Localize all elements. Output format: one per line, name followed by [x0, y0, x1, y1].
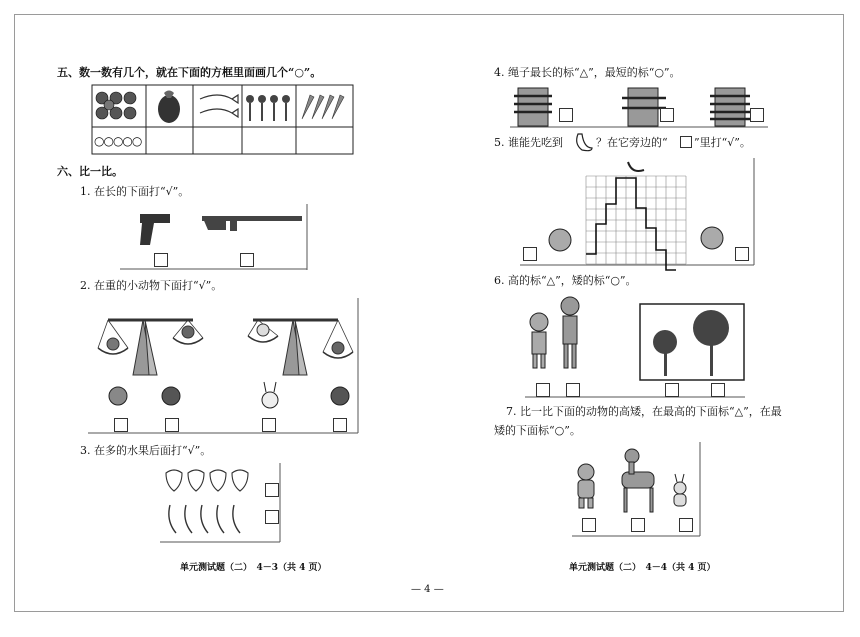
short-tree-icon — [653, 330, 677, 376]
apples-icon — [96, 92, 136, 119]
fruit-comparison-illustration — [160, 463, 282, 543]
answer-box-deer[interactable] — [631, 518, 645, 532]
scale-left — [98, 320, 203, 375]
answer-box-monkey-2[interactable] — [333, 418, 347, 432]
deer-icon — [622, 449, 654, 512]
answer-box-strawberries[interactable] — [265, 483, 279, 497]
strawberries-icon — [166, 470, 248, 491]
answer-box-short-child[interactable] — [536, 383, 550, 397]
question-5-part-c: ”里打“√”。 — [694, 136, 751, 149]
question-4: 4. 绳子最长的标“△”，最短的标“○”。 — [494, 66, 681, 79]
answer-box-rabbit[interactable] — [262, 418, 276, 432]
tall-tree-icon — [693, 310, 729, 376]
answer-box-stump-2[interactable] — [660, 108, 674, 122]
question-6-3: 3. 在多的水果后面打“√”。 — [80, 444, 212, 457]
gun-and-rifle-illustration — [120, 204, 310, 270]
scale-right — [248, 320, 353, 375]
fish-icon — [200, 95, 238, 117]
tiger-icon — [109, 387, 127, 405]
left-footer: 单元测试题（二） 4－3（共 4 页） — [180, 563, 327, 573]
question-7-line-2: 矮的下面标“○”。 — [494, 424, 581, 437]
question-5-part-a: 5. 谁能先吃到 — [494, 136, 563, 149]
answer-box-stump-1[interactable] — [559, 108, 573, 122]
banana-top-icon — [628, 162, 644, 171]
answer-box-tall-child[interactable] — [566, 383, 580, 397]
page-number: — 4 — — [411, 584, 444, 595]
banana-icon — [574, 132, 592, 152]
answer-box-short-tree[interactable] — [665, 383, 679, 397]
answer-box-monkey[interactable] — [165, 418, 179, 432]
stump-icon-3 — [710, 88, 750, 126]
monkey-left-icon — [549, 229, 571, 251]
answer-box-rabbit-small[interactable] — [679, 518, 693, 532]
right-footer: 单元测试题（二） 4－4（共 4 页） — [569, 563, 716, 573]
pistol-icon — [140, 214, 170, 245]
monkey-icon — [162, 387, 180, 405]
question-6-2: 2. 在重的小动物下面打“√”。 — [80, 279, 223, 292]
question-7-line-1: 7. 比一比下面的动物的高矮，在最高的下面标“△”，在最 — [506, 405, 782, 418]
question-5-part-b: ？在它旁边的“ — [596, 136, 668, 149]
answer-box-bananas[interactable] — [265, 510, 279, 524]
answer-box-tall-tree[interactable] — [711, 383, 725, 397]
example-circles: ○○○○○ — [94, 134, 142, 148]
monkey-icon-2 — [331, 387, 349, 405]
bear-icon — [578, 464, 594, 508]
question-6-1: 1. 在长的下面打“√”。 — [80, 185, 190, 198]
short-child-icon — [530, 313, 548, 368]
section-5-heading: 五、数一数有几个，就在下面的方框里面画几个“○”。 — [57, 66, 322, 79]
stump-icon-1 — [514, 88, 552, 126]
section-6-heading: 六、比一比。 — [57, 165, 123, 178]
bananas-icon — [169, 505, 240, 533]
answer-box-pistol[interactable] — [154, 253, 168, 267]
answer-box-bear[interactable] — [582, 518, 596, 532]
inline-box-icon — [680, 136, 692, 148]
carrots-icon — [302, 95, 344, 119]
monkey-right-icon — [701, 227, 723, 249]
grid-maze-illustration — [520, 158, 756, 266]
rope-stumps-illustration — [510, 84, 770, 128]
flowers-icon — [246, 95, 290, 121]
answer-box-monkey-right[interactable] — [735, 247, 749, 261]
eggplant-icon — [158, 91, 180, 124]
answer-box-rifle[interactable] — [240, 253, 254, 267]
rabbit-icon — [262, 382, 278, 408]
question-6: 6. 高的标“△”，矮的标“○”。 — [494, 274, 637, 287]
rabbit-icon-small — [674, 474, 686, 506]
answer-box-monkey-left[interactable] — [523, 247, 537, 261]
rifle-icon — [202, 216, 302, 231]
answer-box-tiger[interactable] — [114, 418, 128, 432]
answer-box-stump-3[interactable] — [750, 108, 764, 122]
balance-scales-illustration — [88, 298, 360, 434]
tall-child-icon — [561, 297, 579, 368]
